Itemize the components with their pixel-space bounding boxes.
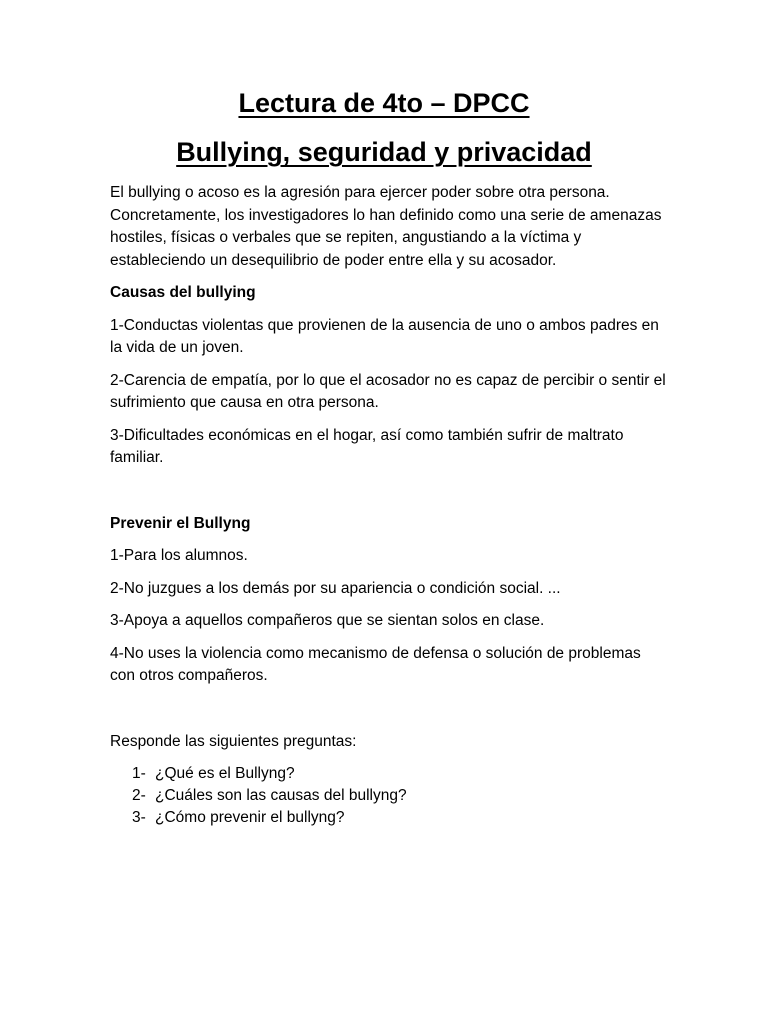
document-title: Lectura de 4to – DPCC xyxy=(238,88,530,118)
causa-item-1: 1-Conductas violentas que provienen de la ausencia de uno o ambos padres en la vida de un joven. xyxy=(110,316,659,356)
question-text: ¿Cómo prevenir el bullyng? xyxy=(155,809,345,826)
question-number: 3- xyxy=(132,809,146,826)
prevenir-item-3: 3-Apoya a aquellos compañeros que se sientan solos en clase. xyxy=(110,612,545,629)
question-text: ¿Qué es el Bullyng? xyxy=(155,765,295,782)
causa-item-2: 2-Carencia de empatía, por lo que el acosador no es capaz de percibir o sentir el sufrimiento que causa en otra persona. xyxy=(110,371,666,411)
document-subtitle: Bullying, seguridad y privacidad xyxy=(176,137,592,167)
question-text: ¿Cuáles son las causas del bullyng? xyxy=(155,787,407,804)
document-body xyxy=(110,182,670,829)
question-item xyxy=(110,807,670,829)
question-item xyxy=(110,785,670,807)
prevenir-item-2: 2-No juzgues a los demás por su apariencia o condición social. ... xyxy=(110,579,561,597)
causa-item-3: 3-Dificultades económicas en el hogar, así como también sufrir de maltrato familiar. xyxy=(110,426,624,466)
spacer xyxy=(110,480,670,513)
spacer xyxy=(110,698,670,731)
prevenir-heading: Prevenir el Bullyng xyxy=(110,514,251,532)
prevenir-item-1: 1-Para los alumnos. xyxy=(110,547,248,564)
causas-heading: Causas del bullying xyxy=(110,284,256,301)
questions-list xyxy=(110,763,670,829)
preguntas-intro: Responde las siguientes preguntas: xyxy=(110,732,357,750)
question-number: 2- xyxy=(132,787,146,804)
question-number: 1- xyxy=(132,765,146,782)
prevenir-item-4: 4-No uses la violencia como mecanismo de defensa o solución de problemas con otros compañeros. xyxy=(110,644,641,684)
intro-paragraph: El bullying o acoso es la agresión para ejercer poder sobre otra persona. Concretamente, los investigadores lo han definido como una serie de amenazas hostiles, físicas o verbales que se repiten, angustiando a la víctima y estableciendo un desequilibrio de poder entre ella y su acosador. xyxy=(110,184,662,269)
question-item xyxy=(110,763,670,785)
